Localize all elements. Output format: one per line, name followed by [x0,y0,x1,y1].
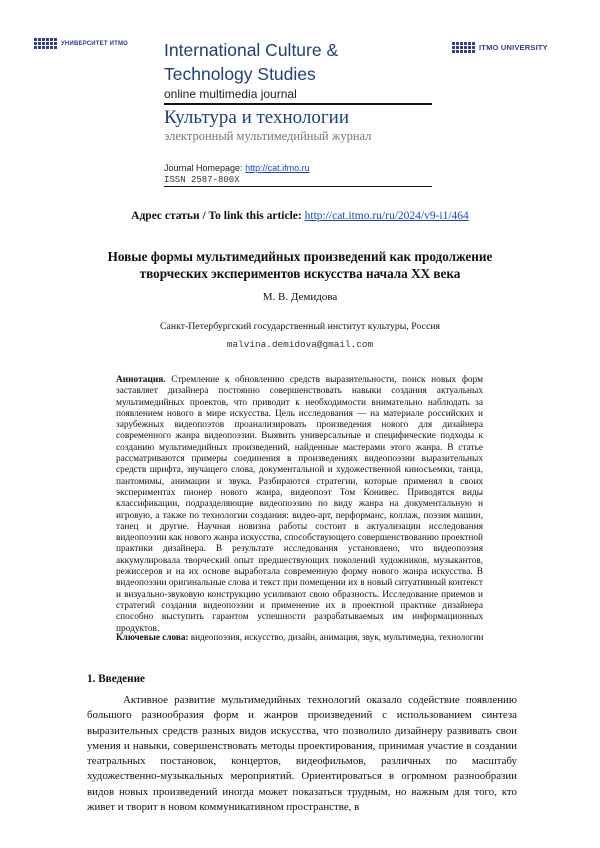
section-heading: 1. Введение [87,673,145,685]
abstract-text: Стремление к обновлению средств выразительности, поиск новых форм заставляет дизайнера постоянно совершенствовать навыки создания актуальных мультимедийных проектов, что приводит к необходимости внимательно наблюдать за появлением нового в мире искусства. Цель исследования — на материале российских и зарубежных видеопоэтов проанализировать произведения нового для дизайнера современного жанра видеопоэзии. Выявить универсальные и специфические подходы к созданию мультимедийных произведений, найденные мастерами этого жанра. В статье рассматриваются примеры соединения в произведениях видеопоэзии выразительных средств шрифта, звучащего слова, документальной и художественной киносъемки, танца, пантомимы, анимации и звука. Разбираются стратегии, которые применял в своих экспериментах пионер нового жанра, видеопоэт Том Конивес. Приводятся виды классификации, подразделяющие видеопоэзию по виду жанра на документальную и игровую, а также по технологии создания: видео-арт, перформанс, коллаж, поэзия машин, танец и другие. Научная новизна работы состоит в актуализации исследования видеопоэзии как нового жанра искусства, способствующего совершенствованию проектной практики дизайнера. В результате исследования установлено, что видеопоэзия аккумулировала творческий опыт предшествующих поколений художников, музыкантов, режиссеров и на их основе выработала современную форму нового жанра искусства. В видеопоэзии оригинальные слова и текст при помещении их в новый ситуативный контекст и визуально-звуковую конструкцию усиливают свою образность. Исследование приемов и стратегий создания видеопоэзии и применение их в проектной практике дизайнера способно выступить гарантом успешности разрабатываемых им информационных продуктов. [116,375,483,634]
itmo-dots-icon [452,42,475,53]
abstract [116,375,483,635]
journal-title-ru: Культура и технологии [164,107,349,128]
article-title: Новые формы мультимедийных произведений как продолжение творческих экспериментов искусства начала XX века [107,249,493,281]
itmo-dots-icon [34,38,57,49]
journal-subtitle-ru: электронный мультимедийный журнал [164,129,372,143]
journal-homepage [164,163,310,173]
address-label: Адрес статьи / To link this article: [131,210,302,222]
article-author: М. В. Демидова [262,291,338,303]
journal-subtitle-en: online multimedia journal [164,87,297,101]
author-email: malvina.demidova@gmail.com [226,339,374,350]
intro-paragraph: Активное развитие мультимедийных технологий оказало содействие появлению большого разнообразия форм и жанров произведений с использованием синтеза выразительных средств разных видов искусства, что позволило дизайнеру развивать свои умения и навыки, совершенствовать методы проектирования, принимая участие в создании театральных постановок, концертов, видеофильмов, различных по масштабу художественно-музыкальных мероприятий. Ориентироваться в огромном разнообразии видов новых произведений иногда может показаться трудным, но важным для того, кто живет и творит в новом коммуникативном пространстве, в [87,694,517,814]
itmo-logo-en-text: ITMO UNIVERSITY [479,43,548,52]
keywords-text: видеопоэзия, искусство, дизайн, анимация, звук, мультимедиа, технологии [190,632,484,642]
homepage-label: Journal Homepage: [164,163,243,173]
article-link[interactable]: http://cat.itmo.ru/ru/2024/v9-i1/464 [304,210,469,222]
itmo-logo-ru [34,38,128,49]
journal-title-en: International Culture & Technology Studies [164,40,339,84]
abstract-label: Аннотация. [116,375,166,385]
homepage-link[interactable]: http://cat.ifmo.ru [245,163,310,173]
keywords [116,632,496,642]
itmo-logo-en [452,42,548,53]
header-divider [164,103,432,105]
itmo-logo-ru-text: УНИВЕРСИТЕТ ИТМО [61,40,129,47]
article-address [0,210,600,222]
author-affiliation: Санкт-Петербургский государственный институт культуры, Россия [159,321,441,332]
keywords-label: Ключевые слова: [116,632,189,642]
issn: ISSN 2587-800X [164,175,240,185]
homepage-divider [164,186,432,187]
